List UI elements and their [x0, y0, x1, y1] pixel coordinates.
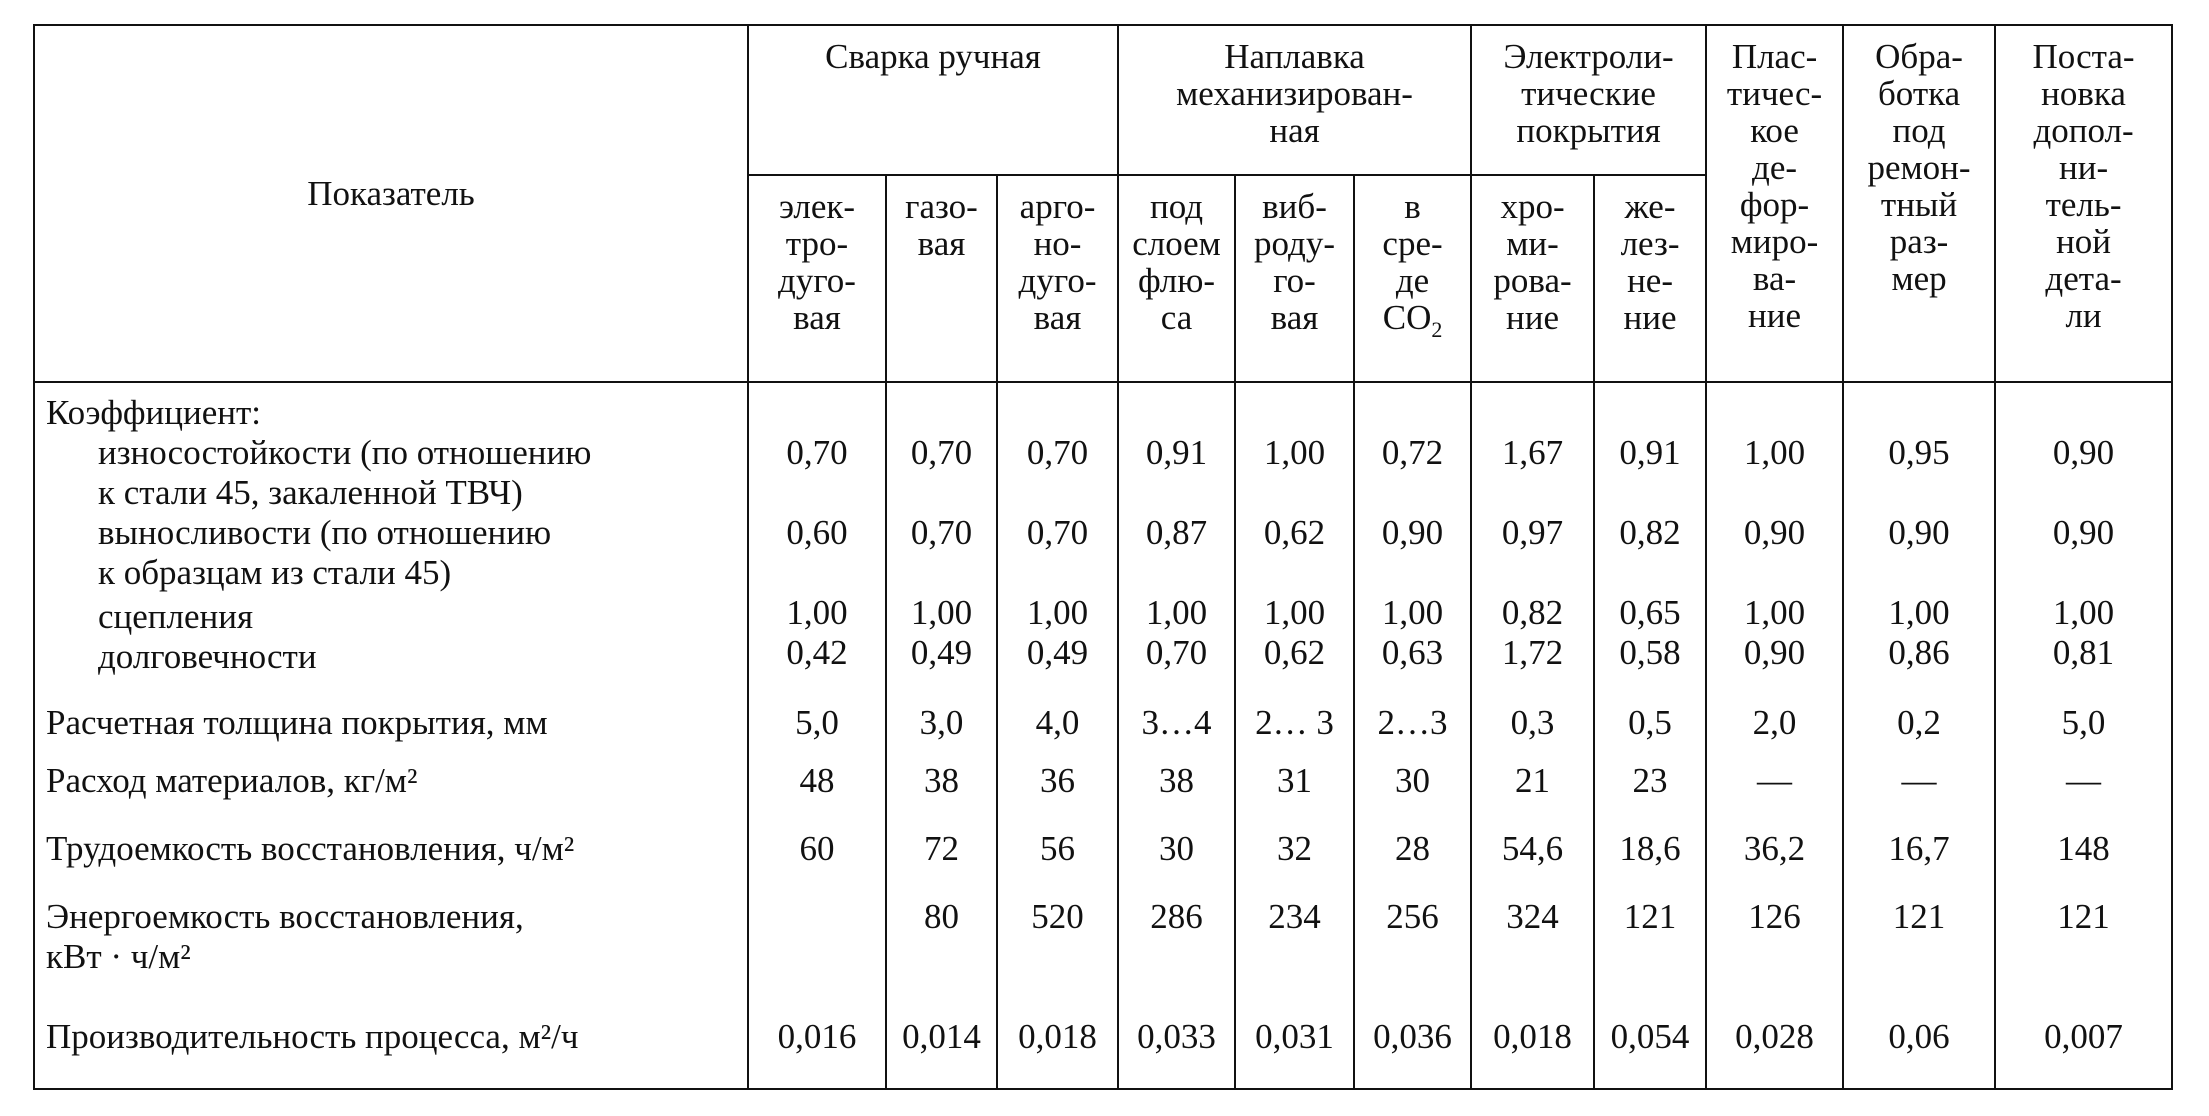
- data-table: [33, 24, 2173, 1090]
- coef-values-col: 1,67 0,97 0,82 1,72: [1471, 382, 1594, 689]
- table-cell: —: [1706, 751, 1843, 819]
- table-cell: 121: [1594, 887, 1706, 997]
- labor-label: Трудоемкость восстановления, ч/м²: [34, 819, 748, 887]
- table-cell: 54,6: [1471, 819, 1594, 887]
- table-cell: 121: [2057, 897, 2110, 936]
- sub-under-flux: под слоем флю- са: [1118, 175, 1235, 382]
- table-cell: 0,3: [1471, 689, 1594, 751]
- table-cell: 0,007: [2044, 1017, 2123, 1056]
- table-cell: 56: [997, 819, 1118, 887]
- group-mechanized-surfacing: Наплавка механизирован- ная: [1118, 25, 1471, 175]
- table-cell: 0,018: [1471, 997, 1594, 1089]
- table-cell: 520: [997, 887, 1118, 997]
- table-cell: 30: [1118, 819, 1235, 887]
- group-electrolytic-coatings: Электроли- тические покрытия: [1471, 25, 1706, 175]
- table-cell: 31: [1235, 751, 1354, 819]
- table-cell: 324: [1471, 887, 1594, 997]
- table-cell: 21: [1471, 751, 1594, 819]
- table-cell: 0,033: [1118, 997, 1235, 1089]
- coef-values-col: 0,70 0,70 1,00 0,49: [997, 382, 1118, 689]
- table-cell: 72: [886, 819, 997, 887]
- table-cell: —: [2066, 761, 2102, 800]
- table-cell: 0,054: [1594, 997, 1706, 1089]
- sub-electric-arc: элек- тро- дуго- вая: [748, 175, 886, 382]
- energy-label: Энергоемкость восстановления,: [46, 897, 524, 936]
- durability-label: долговечности: [98, 637, 317, 676]
- coef-title: Коэффициент:: [46, 393, 261, 432]
- thickness-label: Расчетная толщина покрытия, мм: [34, 689, 748, 751]
- table-cell: 3,0: [886, 689, 997, 751]
- table-cell: 256: [1354, 887, 1471, 997]
- table-cell: 0,028: [1706, 997, 1843, 1089]
- table-cell: 234: [1235, 887, 1354, 997]
- sub-argon-arc: арго- но- дуго- вая: [997, 175, 1118, 382]
- table-cell: 32: [1235, 819, 1354, 887]
- adhesion-label: сцепления: [98, 597, 254, 636]
- coef-values-col: 0,95 0,90 1,00 0,86: [1843, 382, 1995, 689]
- endurance-label-2: к образцам из стали 45): [98, 553, 452, 592]
- coef-values-col: 1,00 0,90 1,00 0,90: [1706, 382, 1843, 689]
- table-cell: 0,036: [1354, 997, 1471, 1089]
- table-cell: [748, 887, 886, 997]
- table-cell: 286: [1118, 887, 1235, 997]
- table-cell: 60: [748, 819, 886, 887]
- coef-values-col: 0,90 0,90 1,00 0,81: [2052, 433, 2115, 672]
- table-cell: 36,2: [1706, 819, 1843, 887]
- table-cell: 0,016: [748, 997, 886, 1089]
- col-plastic-deformation: Плас- тичес- кое де- фор- миро- ва- ние: [1706, 25, 1843, 382]
- group-manual-welding: Сварка ручная: [748, 25, 1118, 175]
- coef-values-col: 0,91 0,82 0,65 0,58: [1594, 382, 1706, 689]
- endurance-label: выносливости (по отношению: [98, 513, 552, 552]
- wear-label: износостойкости (по отношению: [98, 433, 592, 472]
- sub-iron: же- лез- не- ние: [1594, 175, 1706, 382]
- table-cell: 0,5: [1594, 689, 1706, 751]
- table-cell: 148: [2057, 829, 2110, 868]
- coef-values-col: 1,00 0,62 1,00 0,62: [1235, 382, 1354, 689]
- table-cell: 2,0: [1706, 689, 1843, 751]
- table-cell: 36: [997, 751, 1118, 819]
- energy-unit: кВт · ч/м²: [46, 937, 191, 976]
- col-extra-part: Поста- новка допол- ни- тель- ной дета- ли: [1995, 25, 2172, 382]
- table-cell: 38: [1118, 751, 1235, 819]
- table-cell: 38: [886, 751, 997, 819]
- sub-co2: в сре- де $CO_2$: [1354, 175, 1471, 382]
- productivity-label: Производительность процесса, м²/ч: [34, 997, 748, 1089]
- energy-label-cell: [34, 887, 748, 997]
- table-cell: 0,06: [1843, 997, 1995, 1089]
- table-cell: 80: [886, 887, 997, 997]
- coef-label-cell: [34, 382, 748, 689]
- sub-gas: газо- вая: [886, 175, 997, 382]
- table-cell: 4,0: [997, 689, 1118, 751]
- table-cell: 126: [1706, 887, 1843, 997]
- table-cell: 0,031: [1235, 997, 1354, 1089]
- table-cell: 121: [1843, 887, 1995, 997]
- table-cell: 0,2: [1843, 689, 1995, 751]
- coef-values-col: 0,72 0,90 1,00 0,63: [1354, 382, 1471, 689]
- coef-values-col: 0,70 0,60 1,00 0,42: [748, 382, 886, 689]
- table-cell: 48: [748, 751, 886, 819]
- sub-vibro-arc: виб- роду- го- вая: [1235, 175, 1354, 382]
- table-cell: 28: [1354, 819, 1471, 887]
- table-cell: 18,6: [1594, 819, 1706, 887]
- coef-values-col: 0,91 0,87 1,00 0,70: [1118, 382, 1235, 689]
- table-cell: —: [1843, 751, 1995, 819]
- table-cell: 5,0: [2061, 703, 2106, 742]
- col-repair-size: Обра- ботка под ремон- тный раз- мер: [1843, 25, 1995, 382]
- wear-label-2: к стали 45, закаленной ТВЧ): [98, 473, 523, 512]
- table-cell: 2…3: [1354, 689, 1471, 751]
- table-cell: 5,0: [748, 689, 886, 751]
- sub-chrome: хро- ми- рова- ние: [1471, 175, 1594, 382]
- coef-values-col: 0,70 0,70 1,00 0,49: [886, 382, 997, 689]
- material-label: Расход материалов, кг/м²: [34, 751, 748, 819]
- indicator-header: Показатель: [34, 25, 748, 382]
- table-cell: 0,014: [886, 997, 997, 1089]
- table-cell: 30: [1354, 751, 1471, 819]
- table-cell: 2… 3: [1235, 689, 1354, 751]
- table-cell: 3…4: [1118, 689, 1235, 751]
- table-cell: 16,7: [1843, 819, 1995, 887]
- table-cell: 23: [1594, 751, 1706, 819]
- table-cell: 0,018: [997, 997, 1118, 1089]
